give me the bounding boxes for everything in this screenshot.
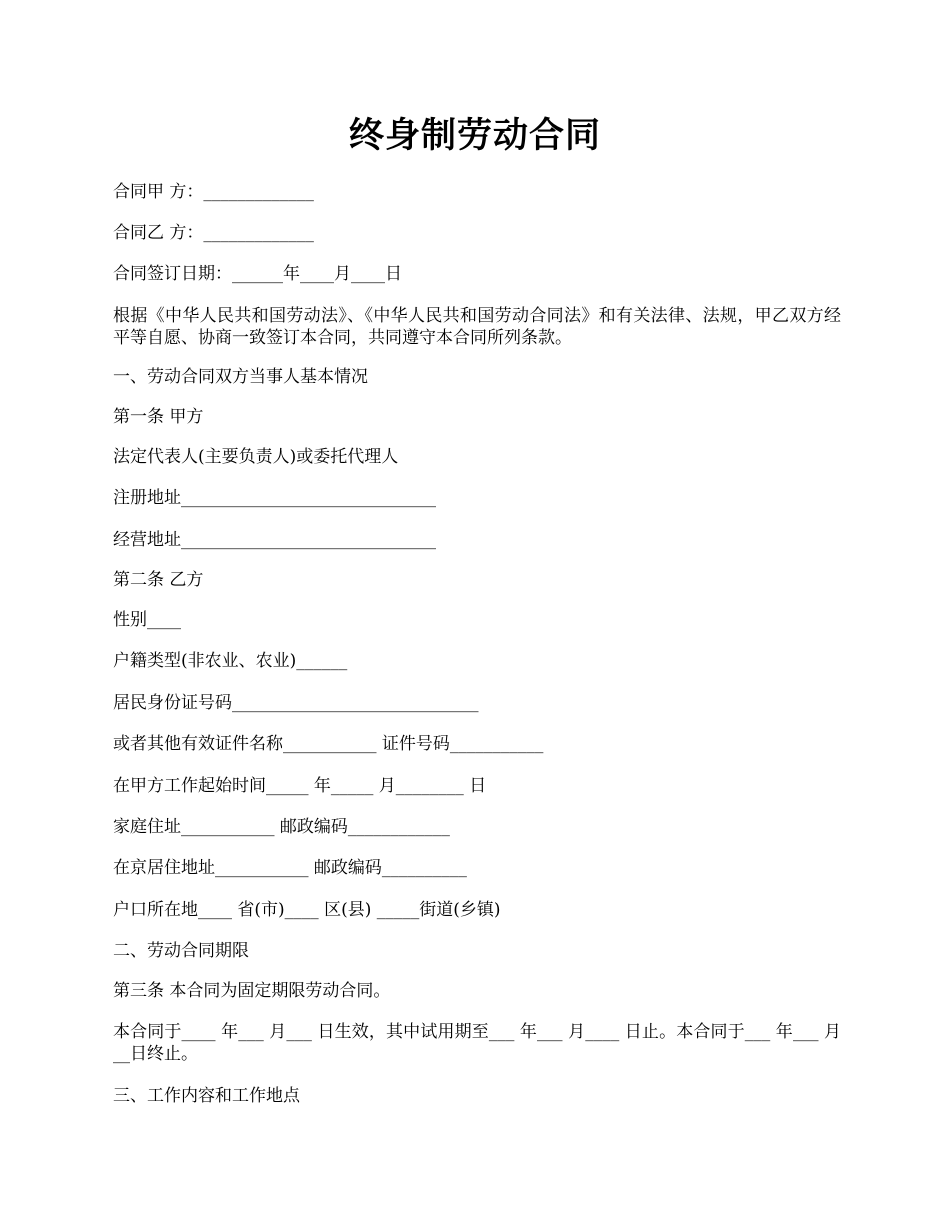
- section-heading-3: 三、工作内容和工作地点: [113, 1086, 300, 1106]
- home-address-line: 家庭住址___________ 邮政编码____________: [113, 817, 450, 837]
- id-number-line: 居民身份证号码_____________________________: [113, 693, 479, 713]
- registered-address-line: 注册地址______________________________: [113, 488, 436, 508]
- section-heading-2: 二、劳动合同期限: [113, 941, 249, 961]
- hukou-location-line: 户口所在地____ 省(市)____ 区(县) _____街道(乡镇): [113, 900, 501, 920]
- contract-term-paragraph: 本合同于____ 年___ 月___ 日生效，其中试用期至___ 年___ 月____ 日止。本合同于___ 年___ 月 __日终止。: [113, 1022, 841, 1064]
- document-title: 终身制劳动合同: [348, 116, 601, 156]
- other-certificate-line: 或者其他有效证件名称___________ 证件号码___________: [113, 734, 544, 754]
- business-address-line: 经营地址______________________________: [113, 530, 436, 550]
- article-3-line: 第三条 本合同为固定期限劳动合同。: [113, 981, 391, 1001]
- section-heading-1: 一、劳动合同双方当事人基本情况: [113, 367, 368, 387]
- gender-line: 性别____: [113, 610, 181, 630]
- party-a-line: 合同甲 方：_____________: [113, 182, 314, 202]
- preamble-paragraph: 根据《中华人民共和国劳动法》、《中华人民共和国劳动合同法》和有关法律、法规，甲乙双方经平等自愿、协商一致签订本合同，共同遵守本合同所列条款。: [113, 306, 841, 348]
- beijing-address-line: 在京居住地址___________ 邮政编码__________: [113, 858, 467, 878]
- start-date-line: 在甲方工作起始时间_____ 年_____ 月________ 日: [113, 776, 487, 796]
- article-1-heading: 第一条 甲方: [113, 407, 204, 427]
- party-b-line: 合同乙 方：_____________: [113, 223, 314, 243]
- article-2-heading: 第二条 乙方: [113, 570, 204, 590]
- household-type-line: 户籍类型(非农业、农业)______: [113, 651, 348, 671]
- signing-date-line: 合同签订日期：______年____月____日: [113, 264, 402, 284]
- legal-representative-line: 法定代表人(主要负责人)或委托代理人: [113, 447, 399, 467]
